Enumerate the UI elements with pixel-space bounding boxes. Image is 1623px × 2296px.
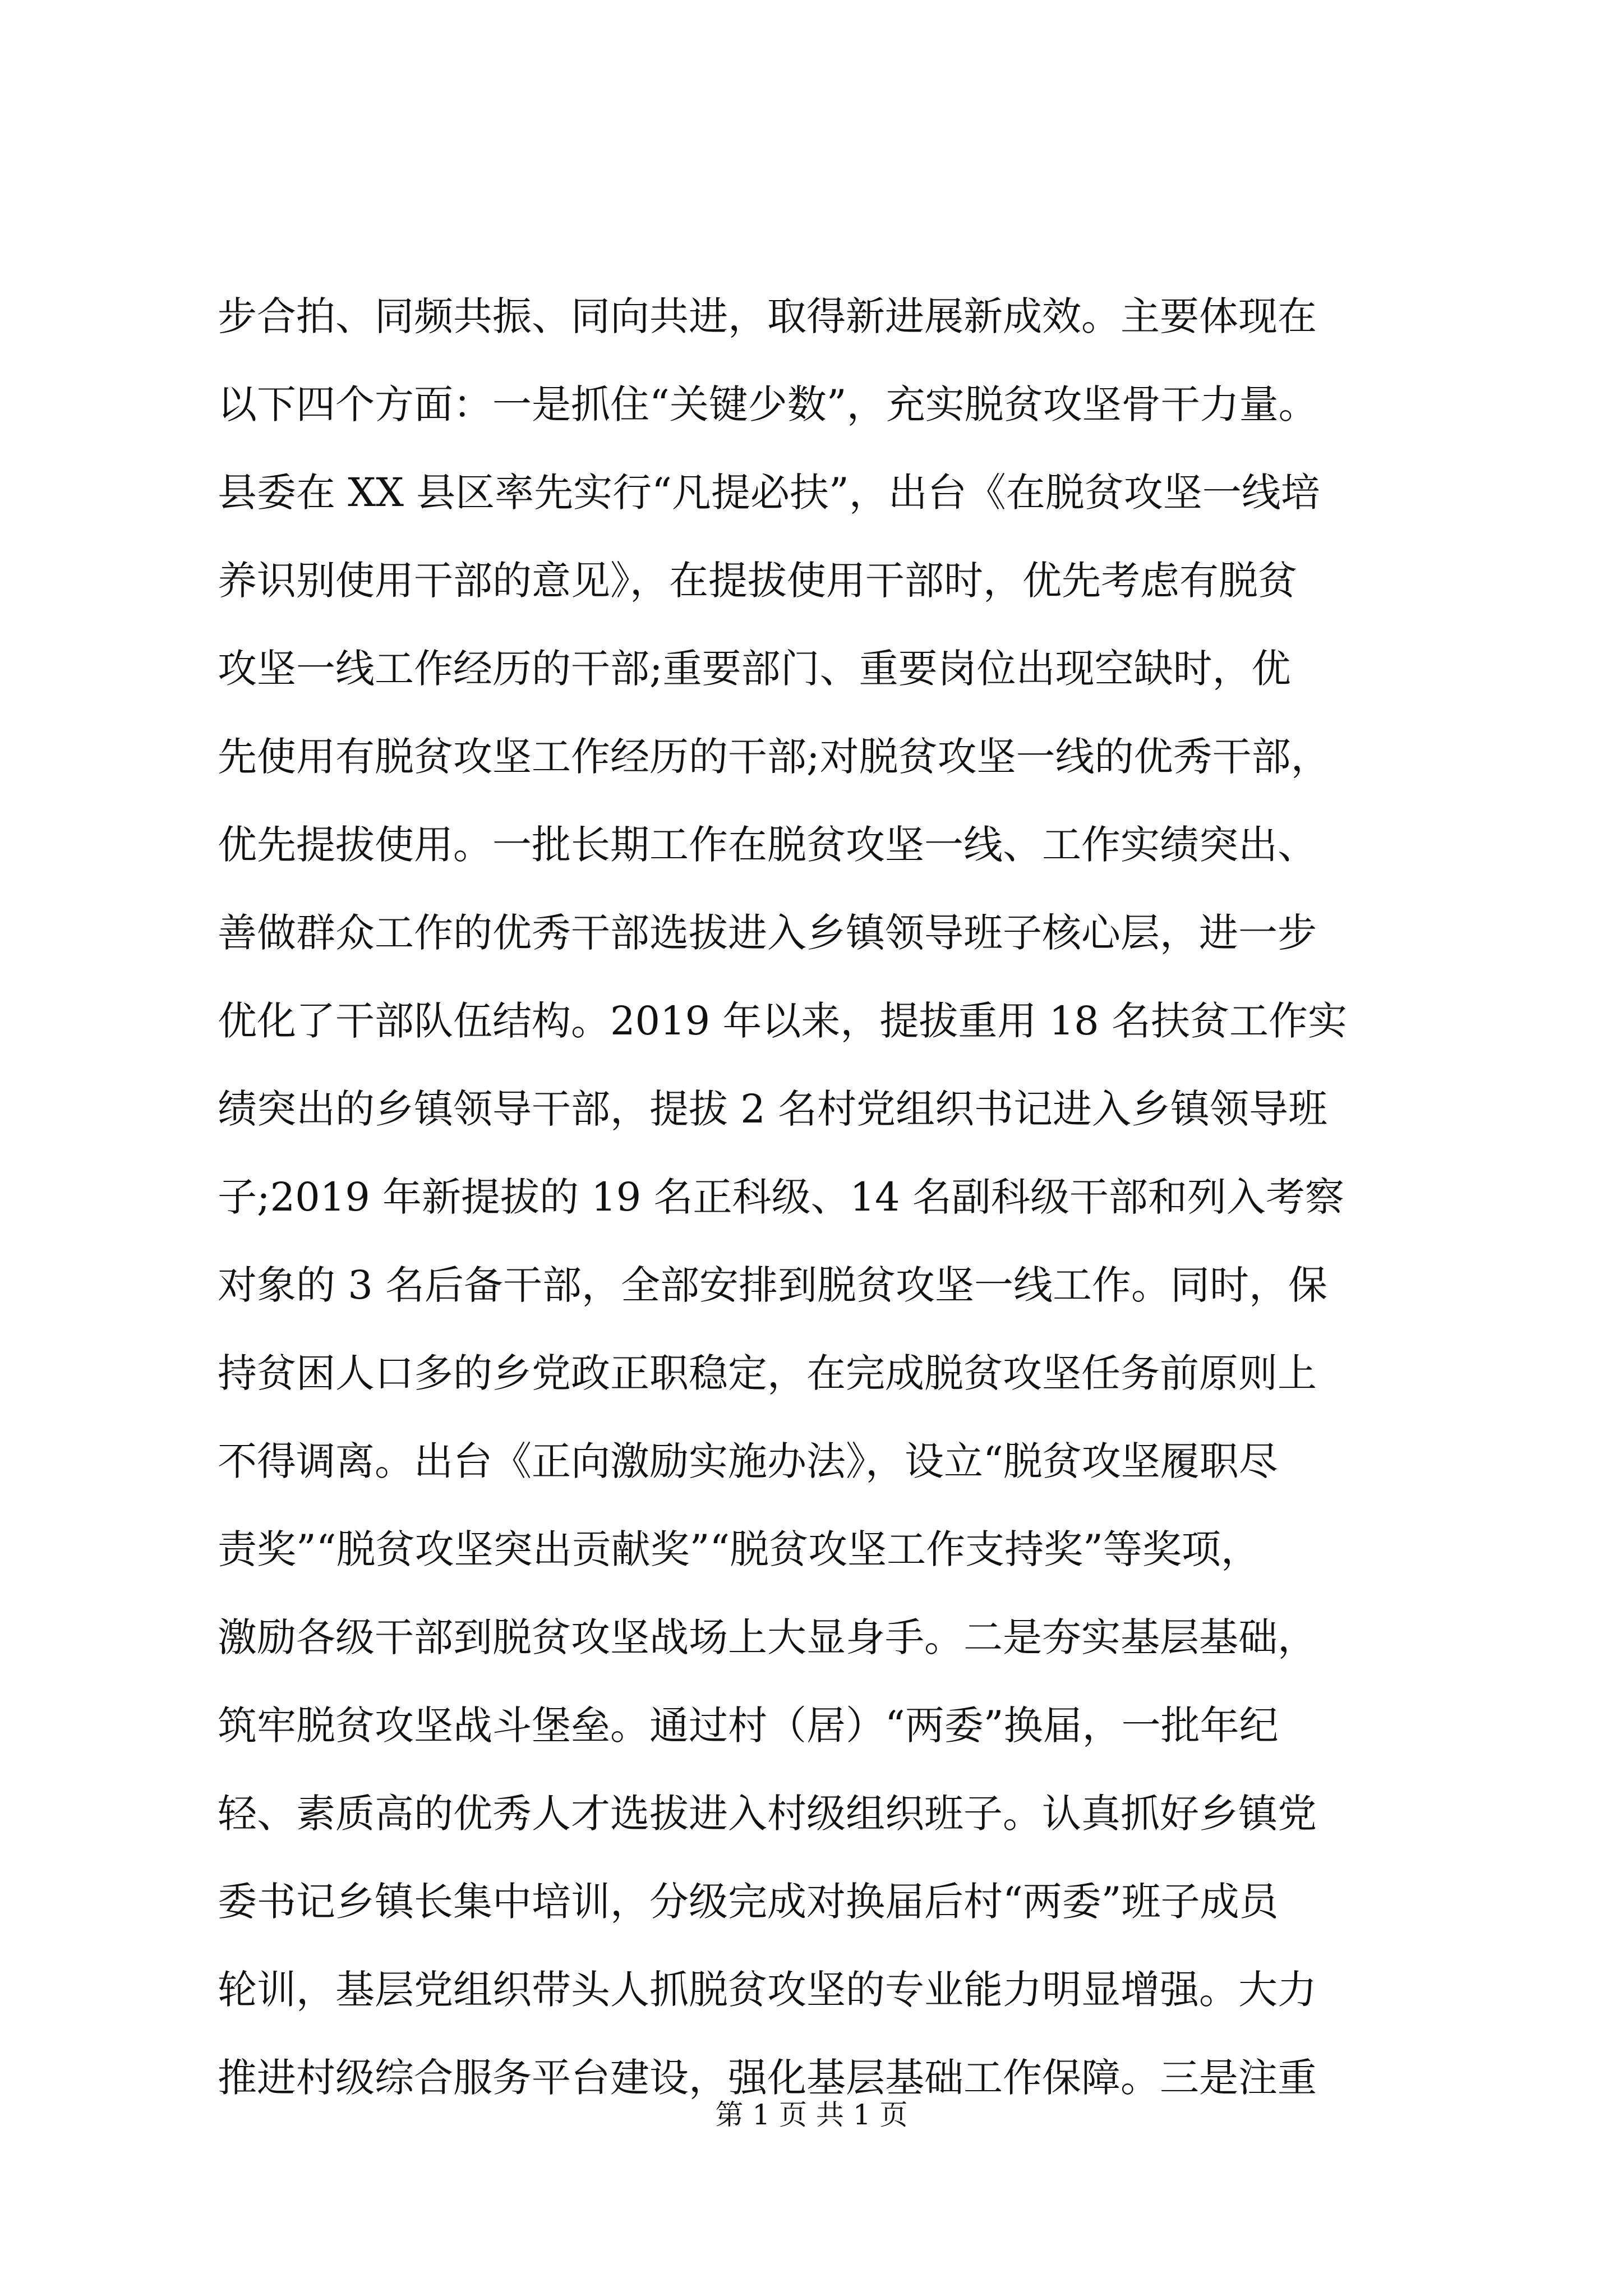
text-line: 以下四个方面：一是抓住“关键少数”，充实脱贫攻坚骨干力量。 (218, 381, 1318, 427)
text-line: 先使用有脱贫攻坚工作经历的干部;对脱贫攻坚一线的优秀干部， (218, 734, 1330, 780)
page-footer (0, 2095, 1623, 2134)
body-text (218, 273, 1412, 2122)
text-line: 委书记乡镇长集中培训，分级完成对换届后村“两委”班子成员 (218, 1879, 1279, 1925)
text-line: 县委在 XX 县区率先实行“凡提必扶”，出台《在脱贫攻坚一线培 (218, 470, 1320, 516)
text-line: 攻坚一线工作经历的干部;重要部门、重要岗位出现空缺时，优 (218, 646, 1291, 692)
text-line: 筑牢脱贫攻坚战斗堡垒。通过村（居）“两委”换届，一批年纪 (218, 1703, 1279, 1749)
text-line: 步合拍、同频共振、同向共进，取得新进展新成效。主要体现在 (218, 293, 1317, 339)
text-line: 轮训，基层党组织带头人抓脱贫攻坚的专业能力明显增强。大力 (218, 1967, 1317, 2013)
text-line: 持贫困人口多的乡党政正职稳定，在完成脱贫攻坚任务前原则上 (218, 1350, 1317, 1396)
text-line: 推进村级综合服务平台建设，强化基层基础工作保障。三是注重 (218, 2055, 1317, 2101)
text-line: 优先提拔使用。一批长期工作在脱贫攻坚一线、工作实绩突出、 (218, 822, 1317, 868)
text-line: 子;2019 年新提拔的 19 名正科级、14 名副科级干部和列入考察 (218, 1174, 1344, 1220)
text-line: 善做群众工作的优秀干部选拔进入乡镇领导班子核心层，进一步 (218, 910, 1317, 956)
text-line: 不得调离。出台《正向激励实施办法》，设立“脱贫攻坚履职尽 (218, 1438, 1278, 1484)
text-line: 责奖”“脱贫攻坚突出贡献奖”“脱贫攻坚工作支持奖”等奖项， (218, 1526, 1260, 1572)
text-line: 轻、素质高的优秀人才选拔进入村级组织班子。认真抓好乡镇党 (218, 1791, 1317, 1837)
text-line: 优化了干部队伍结构。2019 年以来，提拔重用 18 名扶贫工作实 (218, 998, 1347, 1044)
text-line: 绩突出的乡镇领导干部，提拔 2 名村党组织书记进入乡镇领导班 (218, 1086, 1328, 1132)
text-line: 养识别使用干部的意见》，在提拔使用干部时，优先考虑有脱贫 (218, 558, 1297, 604)
page-number-label: 第 1 页 共 1 页 (715, 2099, 908, 2131)
text-line: 激励各级干部到脱贫攻坚战场上大显身手。二是夯实基层基础， (218, 1614, 1317, 1660)
text-line: 对象的 3 名后备干部，全部安排到脱贫攻坚一线工作。同时，保 (218, 1262, 1328, 1308)
